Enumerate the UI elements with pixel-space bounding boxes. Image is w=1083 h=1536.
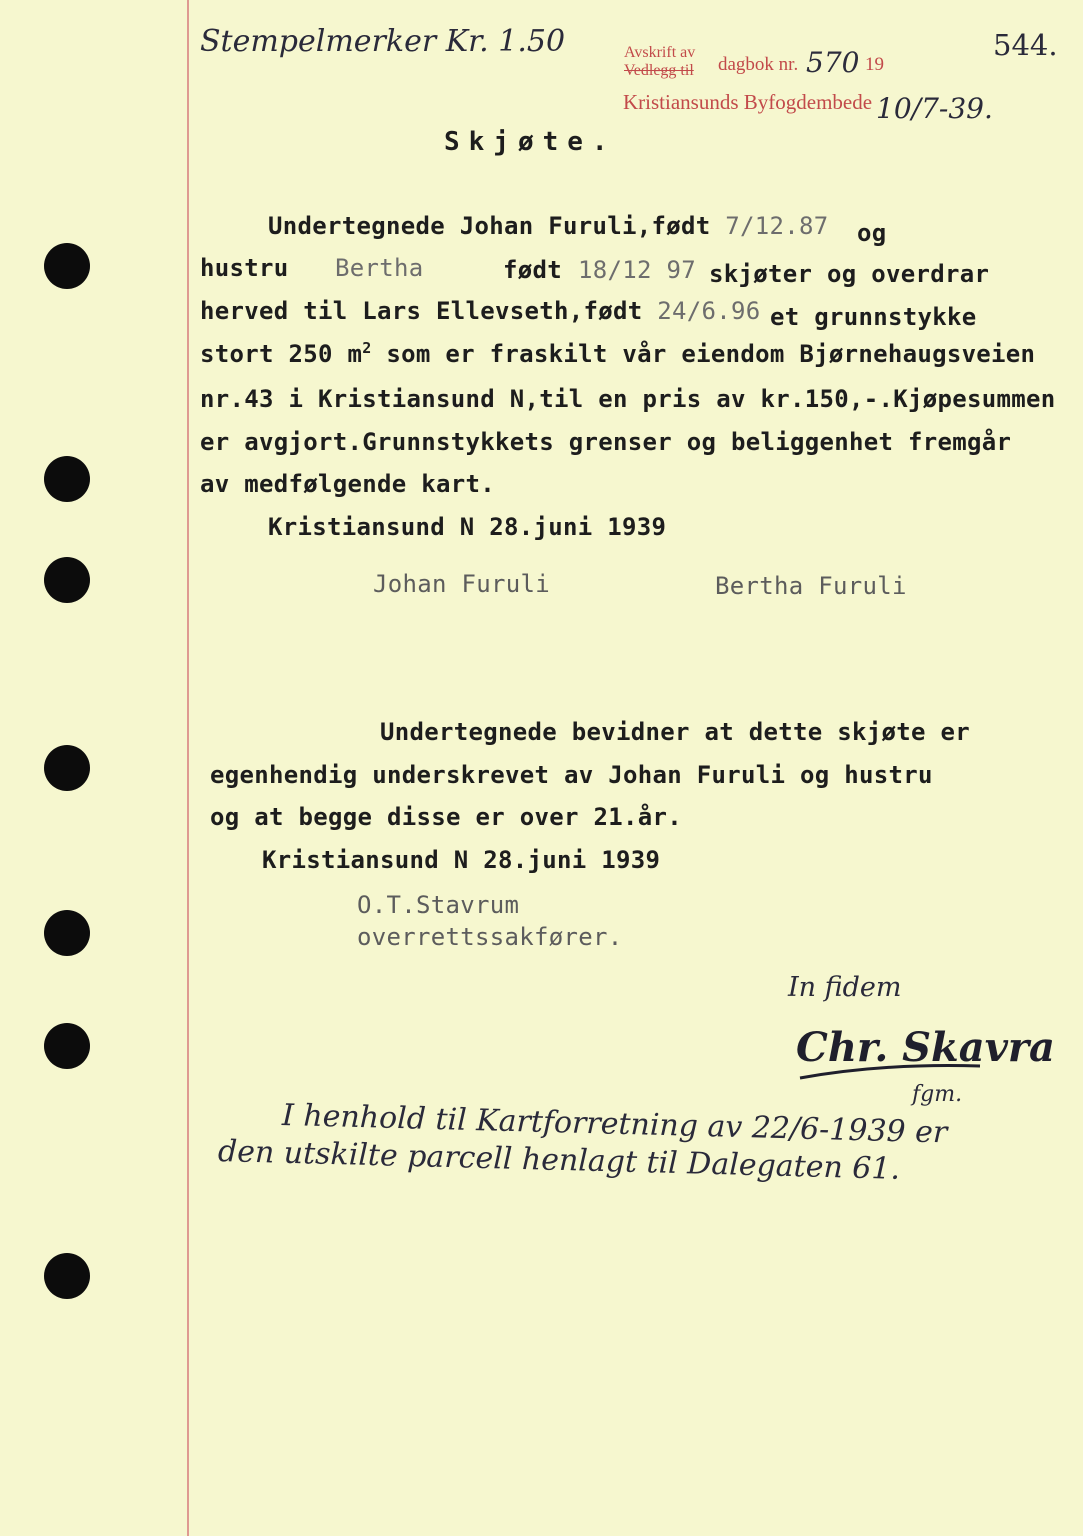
witness-title: overrettssakfører. xyxy=(357,923,623,951)
deed-line-2-end: skjøter og overdrar xyxy=(709,260,990,288)
stamp-copy-of: Avskrift av xyxy=(624,44,696,61)
deed-line-6: er avgjort.Grunnstykkets grenser og beliggenhet fremgår xyxy=(200,428,1012,456)
stamp-office: Kristiansunds Byfogdembede xyxy=(623,90,873,114)
deed-text: som er fraskilt vår eiendom Bjørnehaugsveien xyxy=(386,340,1036,368)
deed-label-born: født xyxy=(503,256,562,284)
margin-line xyxy=(187,0,189,1536)
punch-hole xyxy=(44,1253,90,1299)
witness-line-1: Undertegnede bevidner at dette skjøte er xyxy=(380,718,970,746)
deed-line-1-end: og xyxy=(857,219,887,247)
in-fidem-note: In fidem xyxy=(788,972,902,1003)
deed-text: stort 250 m xyxy=(200,340,363,368)
deed-line-5: nr.43 i Kristiansund N,til en pris av kr.150,-.Kjøpesummen xyxy=(200,385,1056,413)
buyer-birthdate: 24/6.96 xyxy=(657,297,761,325)
spouse-name: Bertha xyxy=(335,254,424,282)
punch-hole xyxy=(44,557,90,603)
witness-place-date: Kristiansund N 28.juni 1939 xyxy=(262,846,661,874)
punch-hole xyxy=(44,1023,90,1069)
clerk-signature: Chr. Skavra xyxy=(796,1024,1055,1071)
handwritten-note-line-1: I henhold til Kartforretning av 22/6-1939 er xyxy=(281,1098,948,1151)
page-number: 544. xyxy=(993,28,1058,62)
document-title: Skjøte. xyxy=(444,127,617,157)
witness-line-2: egenhendig underskrevet av Johan Furuli og hustru xyxy=(210,761,933,789)
stamp-fee-note: Stempelmerker Kr. 1.50 xyxy=(200,24,566,59)
superscript: 2 xyxy=(362,339,372,357)
deed-label-hustru: hustru xyxy=(200,254,289,282)
stamp-journal-number: 570 xyxy=(806,46,860,79)
punch-hole xyxy=(44,745,90,791)
spouse-birthdate: 18/12 97 xyxy=(578,256,696,284)
seller-birthdate: 7/12.87 xyxy=(725,212,829,240)
handwritten-note-line-2: den utskilte parcell henlagt til Dalegaten 61. xyxy=(217,1134,901,1187)
stamp-date: 10/7-39. xyxy=(876,92,993,125)
signature-bertha: Bertha Furuli xyxy=(715,572,907,600)
deed-line-3-end: et grunnstykke xyxy=(770,303,977,331)
deed-text: Undertegnede Johan Furuli,født xyxy=(268,212,711,240)
clerk-title: fgm. xyxy=(912,1082,963,1107)
witness-name: O.T.Stavrum xyxy=(357,891,520,919)
deed-line-4 xyxy=(200,339,1035,368)
stamp-year: 19 xyxy=(865,54,884,75)
deed-line-1 xyxy=(268,212,828,240)
deed-place-date: Kristiansund N 28.juni 1939 xyxy=(268,513,667,541)
deed-line-7: av medfølgende kart. xyxy=(200,470,495,498)
stamp-attachment-to: Vedlegg til xyxy=(624,62,694,79)
punch-hole xyxy=(44,456,90,502)
punch-hole xyxy=(44,910,90,956)
signature-johan: Johan Furuli xyxy=(373,570,550,598)
deed-text: herved til Lars Ellevseth,født xyxy=(200,297,643,325)
punch-hole xyxy=(44,243,90,289)
deed-line-3 xyxy=(200,297,760,325)
stamp-journal-label: dagbok nr. xyxy=(718,54,799,75)
witness-line-3: og at begge disse er over 21.år. xyxy=(210,803,682,831)
